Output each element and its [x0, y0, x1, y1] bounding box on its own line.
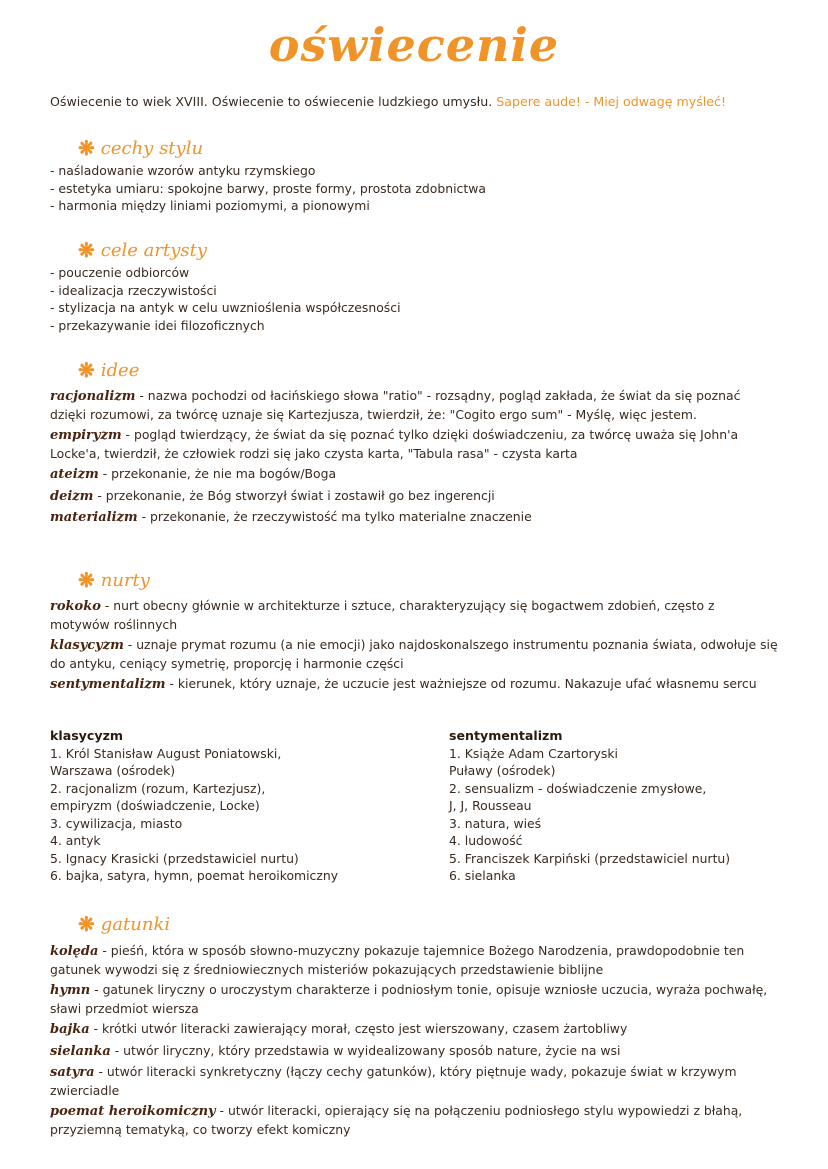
list-item: - idealizacja rzeczywistości [50, 282, 217, 298]
definition-item [50, 1042, 778, 1061]
definition: - utwór liryczny, który przedstawia w wyidealizowany sposób nature, życie na wsi [110, 1042, 621, 1058]
definition: - utwór literacki synkretyczny (łączy cechy gatunków), który piętnuje wady, pokazuje świat w krzywym zwierciadle [50, 1064, 737, 1098]
definition: - przekonanie, że nie ma bogów/Boga [98, 466, 337, 481]
term: hymn [50, 983, 91, 998]
definition-item [50, 387, 778, 423]
section-heading-label: cele artysty [100, 239, 208, 261]
list-item: 5. Ignacy Krasicki (przedstawiciel nurtu) [50, 850, 299, 866]
definition-item [50, 1102, 778, 1138]
idee-list [50, 387, 778, 530]
section-heading-cele [78, 238, 207, 262]
definition: - przekonanie, że Bóg stworzył świat i zostawił go bez ingerencji [93, 487, 495, 503]
list-item: 3. natura, wieś [449, 815, 542, 831]
list-item: 6. sielanka [449, 868, 516, 883]
definition-item [50, 675, 778, 694]
term: deizm [50, 488, 94, 504]
definition: - nurt obecny głównie w architekturze i sztuce, charakteryzujący się bogactwem zdobień, często z motywów roślinnych [50, 598, 715, 632]
section-heading-nurty [78, 568, 150, 592]
asterisk-flower-icon: ❋ [78, 238, 95, 262]
section-heading-label: cechy stylu [100, 137, 204, 159]
definition-item [50, 426, 778, 462]
list-item: 5. Franciszek Karpiński (przedstawiciel nurtu) [449, 850, 731, 866]
term: bajka [50, 1022, 90, 1037]
intro-motto: Sapere aude! - Miej odwagę myśleć! [496, 94, 727, 109]
definition: - gatunek liryczny o uroczystym charakterze i podniosłym tonie, opisuje wzniosłe uczucia, wyraża pochwałę, sławi przedmiot wiersza [50, 982, 768, 1016]
column-heading: sentymentalizm [449, 728, 563, 743]
definition-item [50, 981, 778, 1017]
list-item: 1. Książe Adam Czartoryski [449, 745, 618, 761]
list-item: - harmonia między liniami poziomymi, a pionowymi [50, 198, 370, 213]
definition: - kierunek, który uznaje, że uczucie jest ważniejsze od rozumu. Nakazuje ufać własnemu sercu [165, 676, 757, 691]
term: ateizm [50, 467, 99, 482]
definition: - nazwa pochodzi od łacińskiego słowa "ratio" - rozsądny, pogląd zakłada, że świat da się poznać dzięki rozumowi, za twórcę uznaje się Kartezjusza, twierdził, że: "Cogito ergo sum" - Myślę, więc jestem. [50, 388, 741, 422]
list-item: 4. ludowość [449, 833, 523, 848]
list-item: J, J, Rousseau [449, 798, 532, 813]
term: sielanka [50, 1043, 111, 1059]
section-heading-label: idee [100, 359, 140, 381]
term: satyra [50, 1065, 95, 1080]
term: empiryzm [50, 428, 122, 443]
definition-item [50, 1020, 778, 1039]
definition: - utwór literacki, opierający się na połączeniu podniosłego stylu wypowiedzi z błahą, przyziemną tematyką, co tworzy efekt komiczny [50, 1103, 743, 1137]
list-item: - naśladowanie wzorów antyku rzymskiego [50, 163, 316, 178]
asterisk-flower-icon: ❋ [78, 912, 95, 936]
term: klasycyzm [50, 638, 124, 653]
definition: - krótki utwór literacki zawierający morał, często jest wierszowany, czasem żartobliwy [89, 1021, 628, 1036]
definition-item [50, 942, 778, 978]
list-item: 1. Król Stanisław August Poniatowski, [50, 745, 282, 761]
intro-line [50, 94, 790, 109]
list-item: - estetyka umiaru: spokojne barwy, proste formy, prostota zdobnictwa [50, 180, 486, 196]
list-item: 6. bajka, satyra, hymn, poemat heroikomiczny [50, 868, 339, 883]
definition: - pogląd twierdzący, że świat da się poznać tylko dzięki doświadczeniu, za twórcę uważa się John'a Locke'a, twierdził, że człowiek rodzi się jako czysta karta, "Tabula rasa" - czysta karta [50, 427, 739, 461]
list-item: Warszawa (ośrodek) [50, 763, 176, 778]
definition-item [50, 636, 778, 672]
list-item: 4. antyk [50, 833, 101, 848]
definition-item [50, 597, 778, 633]
column-sentymentalizm [449, 727, 828, 885]
definition-item [50, 1063, 778, 1099]
section-heading-label: gatunki [100, 913, 171, 935]
gatunki-list [50, 942, 778, 1141]
column-klasycyzm [50, 727, 430, 885]
list-item: 2. racjonalizm (rozum, Kartezjusz), [50, 780, 266, 796]
list-item: - pouczenie odbiorców [50, 265, 190, 280]
section-heading-cechy [78, 136, 203, 160]
definition: - pieśń, która w sposób słowno-muzyczny pokazuje tajemnice Bożego Narodzenia, prawdopodobnie ten gatunek wywodzi się z średniowiecznych misteriów pokazujących przedstawienie biblijne [50, 943, 745, 977]
list-item: 3. cywilizacja, miasto [50, 815, 183, 831]
nurty-list [50, 597, 778, 697]
list-item: - stylizacja na antyk w celu uwznioślenia współczesności [50, 300, 401, 315]
definition-item [50, 487, 778, 506]
cele-list [50, 264, 778, 334]
list-item: Puławy (ośrodek) [449, 763, 556, 778]
list-item: - przekazywanie idei filozoficznych [50, 317, 265, 333]
definition-item [50, 465, 778, 484]
asterisk-flower-icon: ❋ [78, 136, 95, 160]
column-heading: klasycyzm [50, 728, 124, 743]
asterisk-flower-icon: ❋ [78, 358, 95, 382]
term: kolęda [50, 944, 99, 959]
definition: - przekonanie, że rzeczywistość ma tylko materialne znaczenie [137, 509, 532, 524]
intro-text: Oświecenie to wiek XVIII. Oświecenie to oświecenie ludzkiego umysłu. [50, 94, 493, 109]
term: rokoko [50, 599, 101, 614]
cechy-list [50, 162, 778, 215]
term: racjonalizm [50, 389, 136, 404]
list-item: empiryzm (doświadczenie, Locke) [50, 798, 260, 813]
list-item: 2. sensualizm - doświadczenie zmysłowe, [449, 780, 707, 796]
term: materializm [50, 510, 138, 525]
section-heading-gatunki [78, 912, 170, 936]
term: poemat heroikomiczny [50, 1104, 216, 1119]
section-heading-label: nurty [100, 569, 150, 591]
term: sentymentalizm [50, 677, 166, 692]
definition: - uznaje prymat rozumu (a nie emocji) jako najdoskonalszego instrumentu poznania świata, odwołuje się do antyku, ceniący symetrię, proporcję i harmonie części [50, 637, 778, 671]
page-title: oświecenie [268, 18, 560, 72]
asterisk-flower-icon: ❋ [78, 568, 95, 592]
definition-item [50, 508, 778, 527]
section-heading-idee [78, 358, 139, 382]
